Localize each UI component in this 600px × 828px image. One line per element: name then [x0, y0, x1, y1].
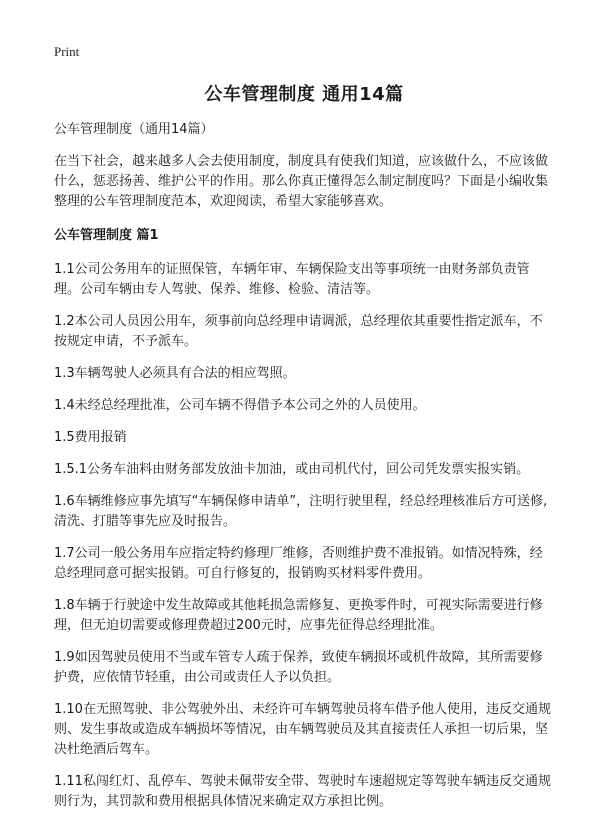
paragraph: 1.5.1公务车油料由财务部发放油卡加油，或由司机代付，回公司凭发票实报实销。 — [54, 462, 530, 477]
paragraph: 1.9如因驾驶员使用不当或车管专人疏于保养，致使车辆损坏或机件故障，其所需要修护费，应依情节轻重，由公司或责任人予以负担。 — [54, 650, 543, 685]
paragraph: 1.4未经总经理批准，公司车辆不得借予本公司之外的人员使用。 — [54, 398, 426, 413]
paragraph: 1.8车辆于行驶途中发生故障或其他耗损急需修复、更换零件时，可视实际需要进行修理，但无迫切需要或修理费超过200元时，应事先征得总经理批准。 — [54, 598, 543, 633]
paragraph: 1.6车辆维修应事先填写“车辆保修申请单”，注明行驶里程，经总经理核准后方可送修,清洗、打腊等事先应及时报告。 — [54, 494, 548, 529]
paragraph: 1.2本公司人员因公用车，须事前向总经理申请调派，总经理依其重要性指定派车，不按规定申请，不予派车。 — [54, 314, 543, 349]
paragraph: 1.10在无照驾驶、非公驾驶外出、未经许可车辆驾驶员将车借予他人使用，违反交通规则、发生事故或造成车辆损坏等情况，由车辆驾驶员及其直接责任人承担一切后果，坚决杜绝酒后驾车。 — [54, 702, 551, 757]
document-subtitle: 公车管理制度（通用14篇） — [54, 122, 214, 137]
print-link[interactable]: Print — [54, 44, 80, 59]
paragraph: 1.7公司一般公务用车应指定特约修理厂维修，否则维护费不准报销。如情况特殊，经总经理同意可据实报销。可自行修复的，报销购买材料零件费用。 — [54, 546, 543, 581]
paragraph: 1.11私闯红灯、乱停车、驾驶未佩带安全带、驾驶时车速超规定等驾驶车辆违反交通规则行为，其罚款和费用根据具体情况来确定双方承担比例。 — [54, 774, 551, 809]
paragraph: 1.5费用报销 — [54, 430, 127, 445]
section-heading: 公车管理制度 篇1 — [54, 228, 159, 243]
document-body — [54, 120, 554, 824]
paragraph: 1.1公司公务用车的证照保管，车辆年审、车辆保险支出等事项统一由财务部负责管理。公司车辆由专人驾驶、保养、维修、检验、清洁等。 — [54, 262, 530, 297]
paragraph: 1.3车辆驾驶人必须具有合法的相应驾照。 — [54, 366, 296, 381]
page-title: 公车管理制度 通用14篇 — [204, 84, 404, 105]
intro-paragraph: 在当下社会，越来越多人会去使用制度，制度具有使我们知道，应该做什么，不应该做什么，惩恶扬善、维护公平的作用。那么你真正懂得怎么制定制度吗？下面是小编收集整理的公车管理制度范本，欢迎阅读，希望大家能够喜欢。 — [54, 154, 549, 209]
